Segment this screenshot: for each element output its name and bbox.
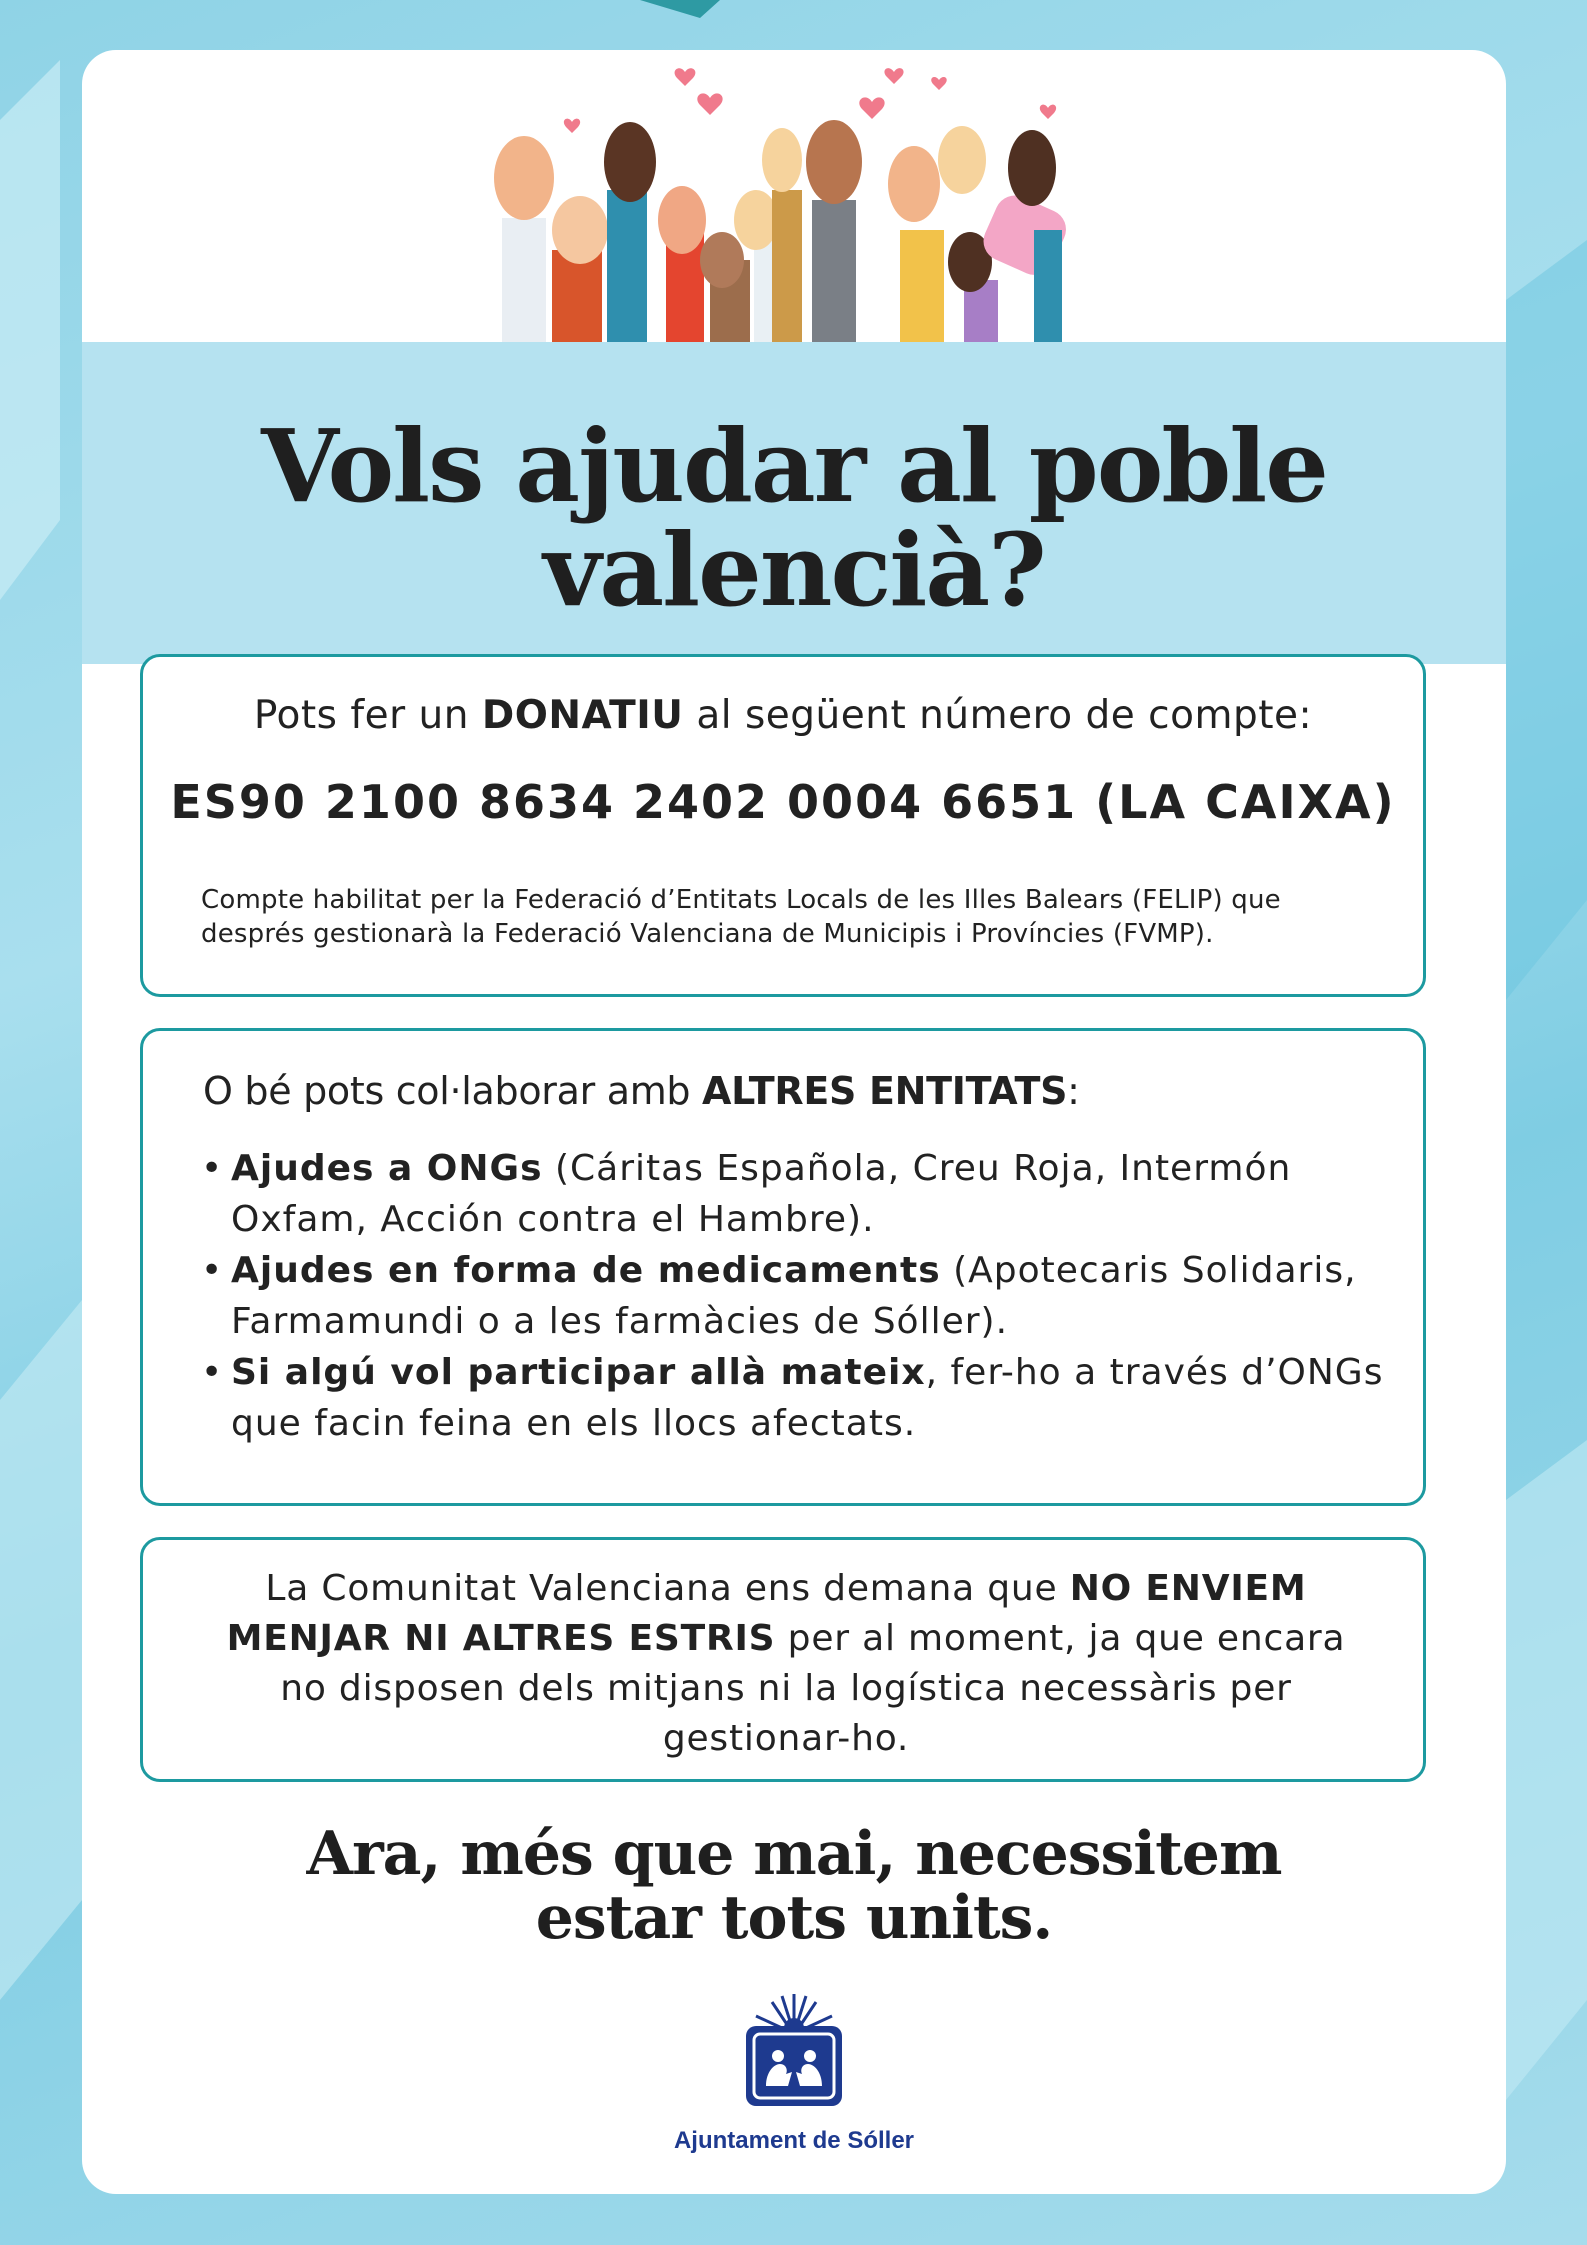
list-item: • Ajudes en forma de medicaments (Apotecaris Solidaris, Farmamundi o a les farmàcies de Sóller). [201, 1250, 1357, 1342]
other-entities-box [140, 1028, 1426, 1506]
poster-card [82, 50, 1506, 2194]
raised-hands-illustration [82, 50, 1506, 342]
heart-icon [564, 68, 1056, 133]
list-item: • Si algú vol participar allà mateix, fer-ho a través d’ONGs que facin feina en els llocs afectats. [201, 1352, 1384, 1444]
list-item: • Ajudes a ONGs (Cáritas Española, Creu Roja, Intermón Oxfam, Acción contra el Hambre). [201, 1148, 1292, 1240]
account-note: Compte habilitat per la Federació d’Entitats Locals de les Illes Balears (FELIP) que després gestionarà la Federació Valenciana de Municipis i Províncies (FVMP). [201, 885, 1281, 949]
donation-box [140, 654, 1426, 997]
donation-intro: Pots fer un DONATIU al següent número de compte: [253, 693, 1313, 738]
entities-list [201, 1143, 1401, 1449]
title-band [82, 342, 1506, 664]
page-title: Vols ajudar al poble valencià? [261, 407, 1327, 629]
warning-text: La Comunitat Valenciana ens demana que NO ENVIEM MENJAR NI ALTRES ESTRIS per al moment, ja que encara no disposen dels mitjans ni la logística necessàris per gestionar-ho. [226, 1568, 1346, 1759]
town-crest-logo [732, 1990, 856, 2110]
account-number: ES90 2100 8634 2402 0004 6651 (LA CAIXA) [170, 775, 1396, 829]
organization-name: Ajuntament de Sóller [673, 2127, 915, 2154]
closing-message: Ara, més que mai, necessitem estar tots units. [306, 1819, 1282, 1953]
other-entities-intro: O bé pots col·laborar amb ALTRES ENTITATS: [203, 1069, 1080, 1113]
warning-box [140, 1537, 1426, 1782]
